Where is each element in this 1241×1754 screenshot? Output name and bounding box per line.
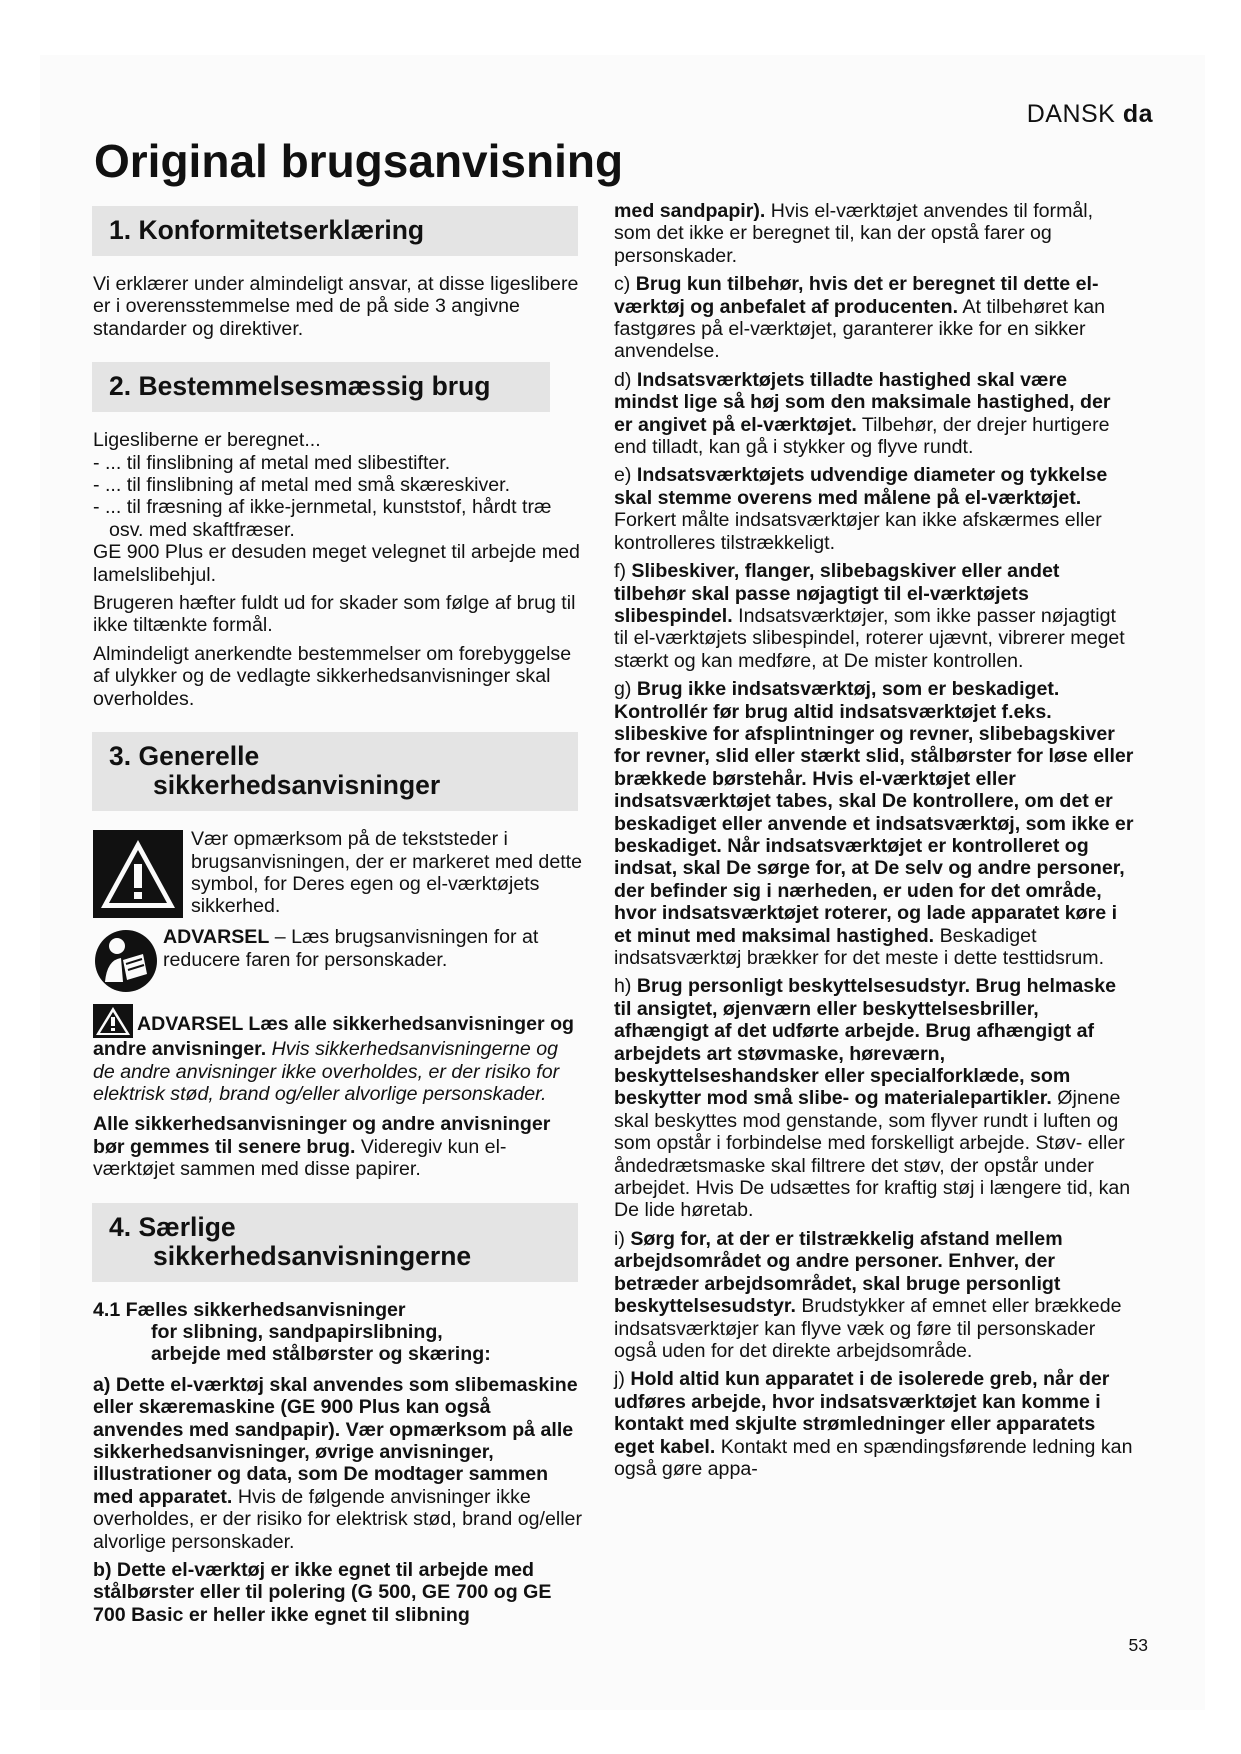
keep-instructions-text: Videregiv kun el-værktøjet sammen med disse papirer. <box>93 1135 507 1181</box>
conformity-text: Vi erklærer under almindeligt ansvar, at disse ligeslibere er i overensstemmelse med de på side 3 angivne standarder og direktiver. <box>93 273 579 340</box>
read-manual-notice <box>93 926 585 996</box>
section-heading-conformity: 1. Konformitetserklæring <box>92 206 578 256</box>
instruction-f: f) Slibeskiver, flanger, slibebagskiver eller andet tilbehør skal passe nøjagtigt til el-værktøjets slibespindel. Indsatsværktøjer, som ikke passer nøjagtigt til el-værktøjets slibespindel, roterer ujævnt, vibrerer meget stærkt og kan medføre, at De mister kontrollen. <box>614 560 1125 672</box>
section-heading-special-safety <box>92 1203 578 1282</box>
subsection-heading <box>93 1299 585 1366</box>
instruction-b-bold: b) Dette el-værktøj er ikke egnet til arbejde med stålbørster eller til polering (G 500, GE 700 og GE 700 Basic er heller ikke egnet til slibning <box>93 1559 552 1626</box>
instruction-b-continued-bold: med sandpapir). <box>614 200 766 222</box>
intended-use-paragraph: Brugeren hæfter fuldt ud for skader som følge af brug til ikke tiltænkte formål. <box>93 592 576 637</box>
keep-instructions-heading: Alle sikkerhedsanvisninger og andre anvisninger bør gemmes til senere brug. <box>93 1113 551 1158</box>
instruction-a-bold: a) Dette el-værktøj skal anvendes som slibemaskine eller skæremaskine (GE 900 Plus kan også anvendes med sandpapir). Vær opmærksom på alle sikkerhedsanvisninger, øvrige anvisninger, illustrationer og data, som De modtager sammen med apparatet. <box>93 1373 578 1508</box>
section-heading-intended-use: 2. Bestemmelsesmæssig brug <box>92 362 550 412</box>
instruction-c: c) Brug kun tilbehør, hvis det er beregnet til dette el-værktøj og anbefalet af producenten. At tilbehøret kan fastgøres på el-værktøjet, garanterer ikke for en sikker anvendelse. <box>614 273 1106 363</box>
heading-line: sikkerhedsanvisninger <box>153 770 441 801</box>
warning-text: Hvis sikkerhedsanvisningerne og de andre anvisninger ikke overholdes, er der risiko for elektrisk stød, brand og/eller alvorlige personskader. <box>93 1038 560 1105</box>
warning-triangle-icon <box>93 830 183 918</box>
warning-text: – Læs brugsanvisningen for at reducere faren for personskader. <box>163 926 539 971</box>
instruction-e: e) Indsatsværktøjets udvendige diameter og tykkelse skal stemme overens med målene på el-værktøjet. Forkert målte indsatsværktøjer kan ikke afskærmes eller kontrolleres tilstrækkeligt. <box>614 464 1108 554</box>
heading-line: for slibning, sandpapirslibning, <box>151 1320 443 1343</box>
language-label: DANSK da <box>1026 100 1153 128</box>
intended-use-paragraph: GE 900 Plus er desuden meget velegnet til arbejde med lamelslibehjul. <box>93 541 580 586</box>
instruction-j: j) Hold altid kun apparatet i de isolerede greb, når der udføres arbejde, hvor indsatsværktøjet kan komme i kontakt med skjulte strømledninger eller apparatets eget kabel. Kontakt med en spændingsførende ledning kan også gøre appa- <box>614 1368 1133 1480</box>
page-number: 53 <box>1128 1635 1148 1655</box>
list-item: - ... til finslibning af metal med slibestifter. <box>93 451 451 474</box>
heading-line: arbejde med stålbørster og skæring: <box>151 1343 491 1366</box>
instruction-g: g) Brug ikke indsatsværktøj, som er beskadiget. Kontrollér før brug altid indsatsværktøjet f.eks. slibeskive for afsplintninger og revner, slibebagskiver for revner, slid eller stærkt slid, stålbørster for løse eller brækkede børstehår. Hvis el-værktøjet eller indsatsværktøjet tabes, skal De kontrollere, om det er beskadiget eller anvende et indsatsværktøj, som ikke er beskadiget. Når indsatsværktøjet er kontrolleret og indsat, skal De sørge for, at De selv og andre personer, der befinder sig i nærheden, er uden for det område, hvor indsatsværktøjet roterer, og lade apparatet køre i et minut med maksimal hastighed. Beskadiget indsatsværktøj brækker for det meste i dette testtidsrum. <box>614 678 1134 969</box>
read-manual-icon <box>93 926 159 996</box>
warning-label: ADVARSEL <box>163 926 270 949</box>
intended-use-paragraph: Almindeligt anerkendte bestemmelser om forebyggelse af ulykker og de vedlagte sikkerhedsanvisninger skal overholdes. <box>93 642 572 710</box>
instruction-d: d) Indsatsværktøjets tilladte hastighed skal være mindst lige så høj som den maksimale hastighed, der er angivet på el-værktøjet. Tilbehør, der drejer hurtigere end tilladt, kan gå i stykker og flyve rundt. <box>614 368 1111 459</box>
section-heading-general-safety <box>92 732 578 811</box>
instruction-a-text: Hvis de følgende anvisninger ikke overholdes, er der risiko for elektrisk stød, brand og/eller alvorlige personskader. <box>93 1485 582 1553</box>
heading-line: 4.1 Fælles sikkerhedsanvisninger <box>93 1298 406 1321</box>
heading-line: sikkerhedsanvisningerne <box>153 1240 472 1271</box>
instruction-h: h) Brug personligt beskyttelsesudstyr. Brug helmaske til ansigtet, øjenværn eller beskyttelsesbriller, afhængigt af det udførte arbejde. Brug afhængigt af arbejdets art støvmaske, høreværn, beskyttelseshandsker eller specialforklæde, som beskytter mod små slibe- og materialepartikler. Øjnene skal beskyttes mod genstande, som flyver rundt i luften og som opstår i forbindelse med forskelligt arbejde. Støv- eller åndedrætsmaske skal filtrere det støv, der opstår under arbejdet. Hvis De udsættes for kraftig støj i længere tid, kan De lide høretab. <box>614 975 1131 1222</box>
warning-notice <box>93 828 585 920</box>
warning-heading: ADVARSEL Læs alle sikkerhedsanvisninger og andre anvisninger. <box>93 1013 575 1061</box>
heading-line: 4. Særlige <box>109 1211 236 1242</box>
right-column <box>614 200 1134 1486</box>
instruction-b-continued-text: Hvis el-værktøjet anvendes til formål, som det ikke er beregnet til, kan der opstå farer og personskader. <box>614 200 1094 267</box>
intended-use-intro: Ligesliberne er beregnet... <box>93 429 321 452</box>
list-item: - ... til fræsning af ikke-jernmetal, kunststof, hårdt træ osv. med skaftfræser. <box>93 496 552 541</box>
left-column <box>93 206 585 1632</box>
warning-text: Vær opmærksom på de tekststeder i brugsanvisningen, der er markeret med dette symbol, for Deres egen og el-værktøjets sikkerhed. <box>191 828 582 918</box>
heading-line: 3. Generelle <box>109 741 260 772</box>
page-title: Original brugsanvisning <box>94 135 624 187</box>
warning-triangle-icon <box>93 1004 133 1038</box>
list-item: - ... til finslibning af metal med små skæreskiver. <box>93 474 511 497</box>
instruction-i: i) Sørg for, at der er tilstrækkelig afstand mellem arbejdsområdet og andre personer. Enhver, der betræder arbejdsområdet, skal bruge personligt beskyttelsesudstyr. Brudstykker af emnet eller brækkede indsatsværktøjer kan flyve væk og føre til personskader også uden for det direkte arbejdsområde. <box>614 1227 1122 1362</box>
